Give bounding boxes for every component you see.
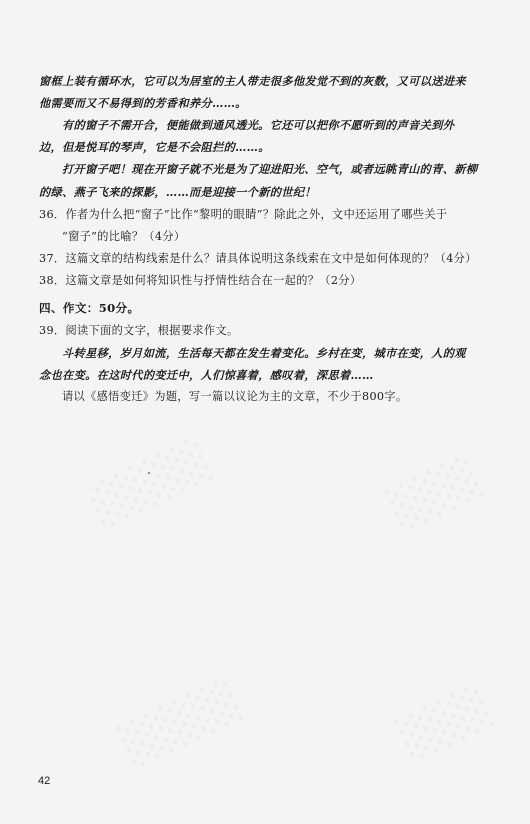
prompt-line-2: 念也在变。在这时代的变迁中，人们惊喜着，感叹着，深思着…… <box>39 368 374 382</box>
passage-line-6: 的绿、燕子飞来的探影，……而是迎接一个新的世纪！ <box>39 185 316 199</box>
passage-line-4: 边，但是悦耳的琴声，它是不会阻拦的……。 <box>39 140 270 154</box>
passage-line-3: 有的窗子不需开合，便能做到通风透光。它还可以把你不愿听到的声音关到外 <box>62 118 455 132</box>
section-heading-composition: 四、作文：50分。 <box>39 301 140 315</box>
question-37: 37．这篇文章的结构线索是什么？请具体说明这条线索在文中是如何体现的？（4分） <box>39 252 477 265</box>
question-38: 38．这篇文章是如何将知识性与抒情性结合在一起的？（2分） <box>39 274 362 287</box>
question-36-line-2: “窗子”的比喻？（4分） <box>62 230 186 243</box>
watermark <box>385 453 488 534</box>
passage-line-2: 他需要而又不易得到的芳香和养分……。 <box>39 96 247 110</box>
watermark <box>116 676 247 770</box>
prompt-line-1: 斗转星移，岁月如流，生活每天都在发生着变化。乡村在变，城市在变，人的观 <box>62 346 466 360</box>
passage-line-5: 打开窗子吧！现在开窗子就不光是为了迎进阳光、空气，或者远眺青山的青、新柳 <box>62 162 478 176</box>
question-39: 39．阅读下面的文字，根据要求作文。 <box>39 324 239 337</box>
watermark <box>395 683 498 764</box>
passage-line-1: 窗框上装有循环水，它可以为居室的主人带走很多他发觉不到的灰数，又可以送进来 <box>39 74 466 88</box>
watermark <box>86 436 217 530</box>
question-36-line-1: 36．作者为什么把“窗子”比作“黎明的眼睛”？除此之外，文中还运用了哪些关于 <box>39 208 448 221</box>
essay-instruction: 请以《感悟变迁》为题，写一篇以议论为主的文章，不少于800字。 <box>62 390 408 403</box>
page-number: 42 <box>38 775 51 787</box>
scan-speck <box>148 472 150 474</box>
